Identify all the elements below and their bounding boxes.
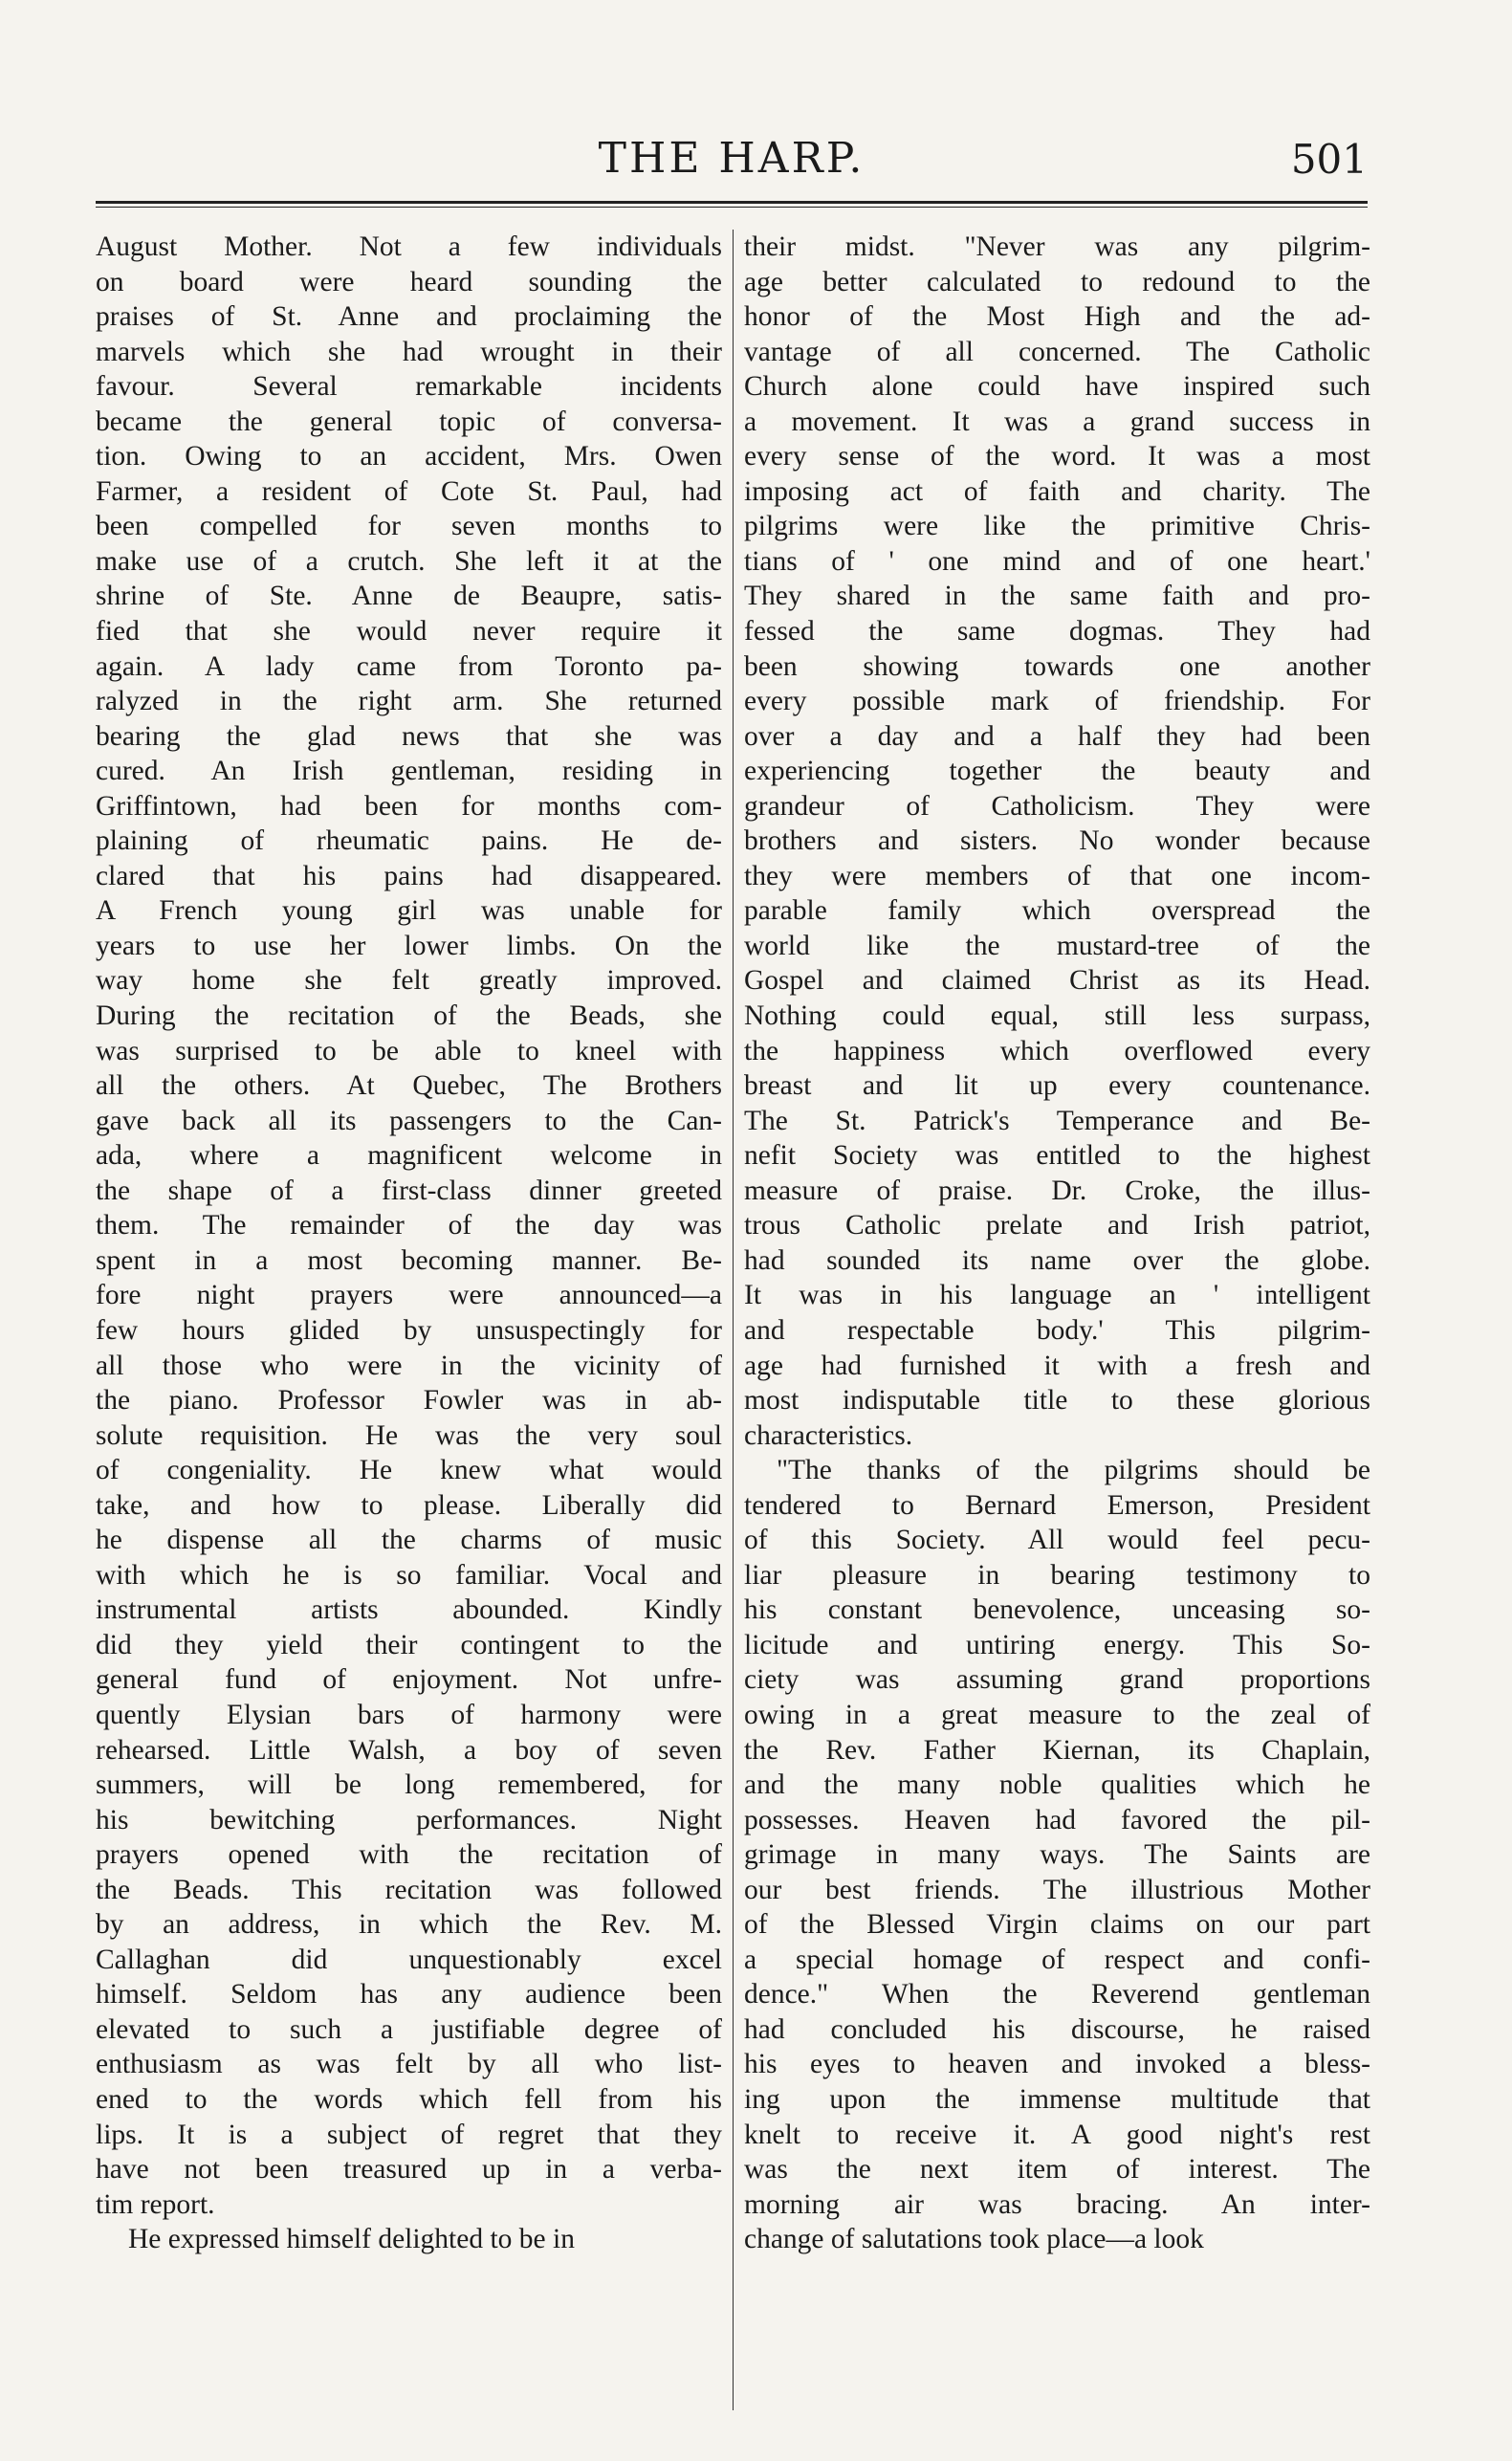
text-line: "The thanks of the pilgrims should be (777, 1455, 1370, 1486)
text-line: take, and how to please. Liberally did (96, 1489, 722, 1521)
text-line: cured. An Irish gentleman, residing in (96, 756, 722, 787)
text-line: was surprised to be able to kneel with (96, 1035, 722, 1066)
text-line: clared that his pains had disappeared. (96, 860, 722, 891)
text-line: on board were heard sounding the (96, 266, 722, 297)
text-line: of the Blessed Virgin claims on our part (744, 1909, 1370, 1941)
text-line: parable family which overspread the (744, 895, 1370, 927)
text-line: dence." When the Reverend gentleman (744, 1979, 1370, 2011)
text-line: Farmer, a resident of Cote St. Paul, had (96, 475, 722, 507)
text-line: tendered to Bernard Emerson, President (744, 1489, 1370, 1521)
text-line: a movement. It was a grand success in (744, 406, 1370, 437)
text-line: ada, where a magnificent welcome in (96, 1140, 722, 1172)
text-line: the shape of a first-class dinner greeted (96, 1175, 722, 1206)
text-line: breast and lit up every countenance. (744, 1070, 1370, 1102)
text-line: by an address, in which the Rev. M. (96, 1909, 722, 1941)
text-line: brothers and sisters. No wonder because (744, 825, 1370, 857)
column-divider (733, 230, 734, 2410)
text-line: Callaghan did unquestionably excel (96, 1944, 722, 1975)
text-line: quently Elysian bars of harmony were (96, 1699, 722, 1730)
text-line: had concluded his discourse, he raised (744, 2013, 1370, 2045)
text-line: vantage of all concerned. The Catholic (744, 336, 1370, 367)
text-line: lips. It is a subject of regret that they (96, 2119, 722, 2150)
text-line: his eyes to heaven and invoked a bless- (744, 2049, 1370, 2080)
text-line: gave back all its passengers to the Can- (96, 1105, 722, 1136)
text-line: favour. Several remarkable incidents (96, 371, 722, 403)
text-line: the happiness which overflowed every (744, 1035, 1370, 1066)
text-line: make use of a crutch. She left it at the (96, 545, 722, 577)
text-line: A French young girl was unable for (96, 895, 722, 927)
text-line: age had furnished it with a fresh and (744, 1350, 1370, 1381)
text-line: been compelled for seven months to (96, 511, 722, 542)
text-line: with which he is so familiar. Vocal and (96, 1559, 722, 1591)
text-line: liar pleasure in bearing testimony to (744, 1559, 1370, 1591)
text-line: tim report. (96, 2188, 215, 2220)
text-line: ralyzed in the right arm. She returned (96, 686, 722, 717)
text-line: a special homage of respect and confi- (744, 1944, 1370, 1975)
text-line: most indisputable title to these glorious (744, 1385, 1370, 1417)
text-line: Nothing could equal, still less surpass, (744, 1000, 1370, 1032)
text-line: morning air was bracing. An inter- (744, 2188, 1370, 2220)
text-line: became the general topic of conversa- (96, 406, 722, 437)
text-line: few hours glided by unsuspectingly for (96, 1314, 722, 1346)
text-line: ciety was assuming grand proportions (744, 1664, 1370, 1696)
text-line: grimage in many ways. The Saints are (744, 1839, 1370, 1871)
text-line: rehearsed. Little Walsh, a boy of seven (96, 1734, 722, 1766)
text-line: ing upon the immense multitude that (744, 2083, 1370, 2115)
text-line: imposing act of faith and charity. The (744, 475, 1370, 507)
left-column (96, 230, 722, 2257)
text-line: tion. Owing to an accident, Mrs. Owen (96, 441, 722, 472)
text-line: fied that she would never require it (96, 616, 722, 648)
text-line: of congeniality. He knew what would (96, 1455, 722, 1486)
text-line: grandeur of Catholicism. They were (744, 790, 1370, 822)
text-line: spent in a most becoming manner. Be- (96, 1244, 722, 1276)
text-line: over a day and a half they had been (744, 720, 1370, 752)
text-line: his constant benevolence, unceasing so- (744, 1594, 1370, 1626)
text-line: praises of St. Anne and proclaiming the (96, 301, 722, 333)
text-line: experiencing together the beauty and (744, 756, 1370, 787)
text-line: plaining of rheumatic pains. He de- (96, 825, 722, 857)
text-line: every possible mark of friendship. For (744, 686, 1370, 717)
text-line: general fund of enjoyment. Not unfre- (96, 1664, 722, 1696)
text-line: Church alone could have inspired such (744, 371, 1370, 403)
text-line: elevated to such a justifiable degree of (96, 2013, 722, 2045)
text-line: again. A lady came from Toronto pa- (96, 650, 722, 682)
text-line: years to use her lower limbs. On the (96, 930, 722, 961)
text-line: they were members of that one incom- (744, 860, 1370, 891)
text-line: summers, will be long remembered, for (96, 1769, 722, 1801)
text-line: did they yield their contingent to the (96, 1629, 722, 1660)
text-line: had sounded its name over the globe. (744, 1244, 1370, 1276)
text-line: of this Society. All would feel pecu- (744, 1525, 1370, 1556)
page-header (96, 124, 1368, 201)
text-line: nefit Society was entitled to the highest (744, 1140, 1370, 1172)
text-line: he dispense all the charms of music (96, 1525, 722, 1556)
text-line: all the others. At Quebec, The Brothers (96, 1070, 722, 1102)
text-line: He expressed himself delighted to be in (128, 2224, 575, 2255)
text-line: fessed the same dogmas. They had (744, 616, 1370, 648)
text-line: The St. Patrick's Temperance and Be- (744, 1105, 1370, 1136)
text-line: During the recitation of the Beads, she (96, 1000, 722, 1032)
page-number: 501 (1290, 136, 1368, 183)
text-line: his bewitching performances. Night (96, 1804, 722, 1835)
text-line: was the next item of interest. The (744, 2154, 1370, 2186)
text-line: the piano. Professor Fowler was in ab- (96, 1385, 722, 1417)
running-title: THE HARP. (598, 134, 866, 183)
text-line: himself. Seldom has any audience been (96, 1979, 722, 2011)
text-line: them. The remainder of the day was (96, 1210, 722, 1241)
text-line: licitude and untiring energy. This So- (744, 1629, 1370, 1660)
text-line: measure of praise. Dr. Croke, the illus- (744, 1175, 1370, 1206)
text-line: Gospel and claimed Christ as its Head. (744, 965, 1370, 997)
text-line: have not been treasured up in a verba- (96, 2154, 722, 2186)
text-line: change of salutations took place—a look (744, 2224, 1204, 2255)
text-line: every sense of the word. It was a most (744, 441, 1370, 472)
text-line: trous Catholic prelate and Irish patriot, (744, 1210, 1370, 1241)
text-line: age better calculated to redound to the (744, 266, 1370, 297)
text-line: characteristics. (744, 1419, 913, 1451)
text-line: enthusiasm as was felt by all who list- (96, 2049, 722, 2080)
text-line: our best friends. The illustrious Mother (744, 1874, 1370, 1905)
text-line: and the many noble qualities which he (744, 1769, 1370, 1801)
text-line: bearing the glad news that she was (96, 720, 722, 752)
text-line: Griffintown, had been for months com- (96, 790, 722, 822)
text-line: marvels which she had wrought in their (96, 336, 722, 367)
right-column (744, 230, 1370, 2257)
text-line: instrumental artists abounded. Kindly (96, 1594, 722, 1626)
text-line: It was in his language an ' intelligent (744, 1280, 1370, 1311)
text-line: fore night prayers were announced—a (96, 1280, 722, 1311)
text-line: They shared in the same faith and pro- (744, 581, 1370, 612)
text-line: tians of ' one mind and of one heart.' (744, 545, 1370, 577)
text-line: and respectable body.' This pilgrim- (744, 1314, 1370, 1346)
text-line: world like the mustard-tree of the (744, 930, 1370, 961)
text-line: shrine of Ste. Anne de Beaupre, satis- (96, 581, 722, 612)
text-line: pilgrims were like the primitive Chris- (744, 511, 1370, 542)
text-line: honor of the Most High and the ad- (744, 301, 1370, 333)
text-line: been showing towards one another (744, 650, 1370, 682)
text-line: owing in a great measure to the zeal of (744, 1699, 1370, 1730)
text-line: their midst. "Never was any pilgrim- (744, 231, 1370, 262)
text-line: August Mother. Not a few individuals (96, 231, 722, 262)
text-line: knelt to receive it. A good night's rest (744, 2119, 1370, 2150)
text-line: solute requisition. He was the very soul (96, 1419, 722, 1451)
header-rule (96, 201, 1368, 208)
text-line: way home she felt greatly improved. (96, 965, 722, 997)
text-line: ened to the words which fell from his (96, 2083, 722, 2115)
text-line: the Rev. Father Kiernan, its Chaplain, (744, 1734, 1370, 1766)
text-line: all those who were in the vicinity of (96, 1350, 722, 1381)
text-line: prayers opened with the recitation of (96, 1839, 722, 1871)
text-line: the Beads. This recitation was followed (96, 1874, 722, 1905)
text-line: possesses. Heaven had favored the pil- (744, 1804, 1370, 1835)
